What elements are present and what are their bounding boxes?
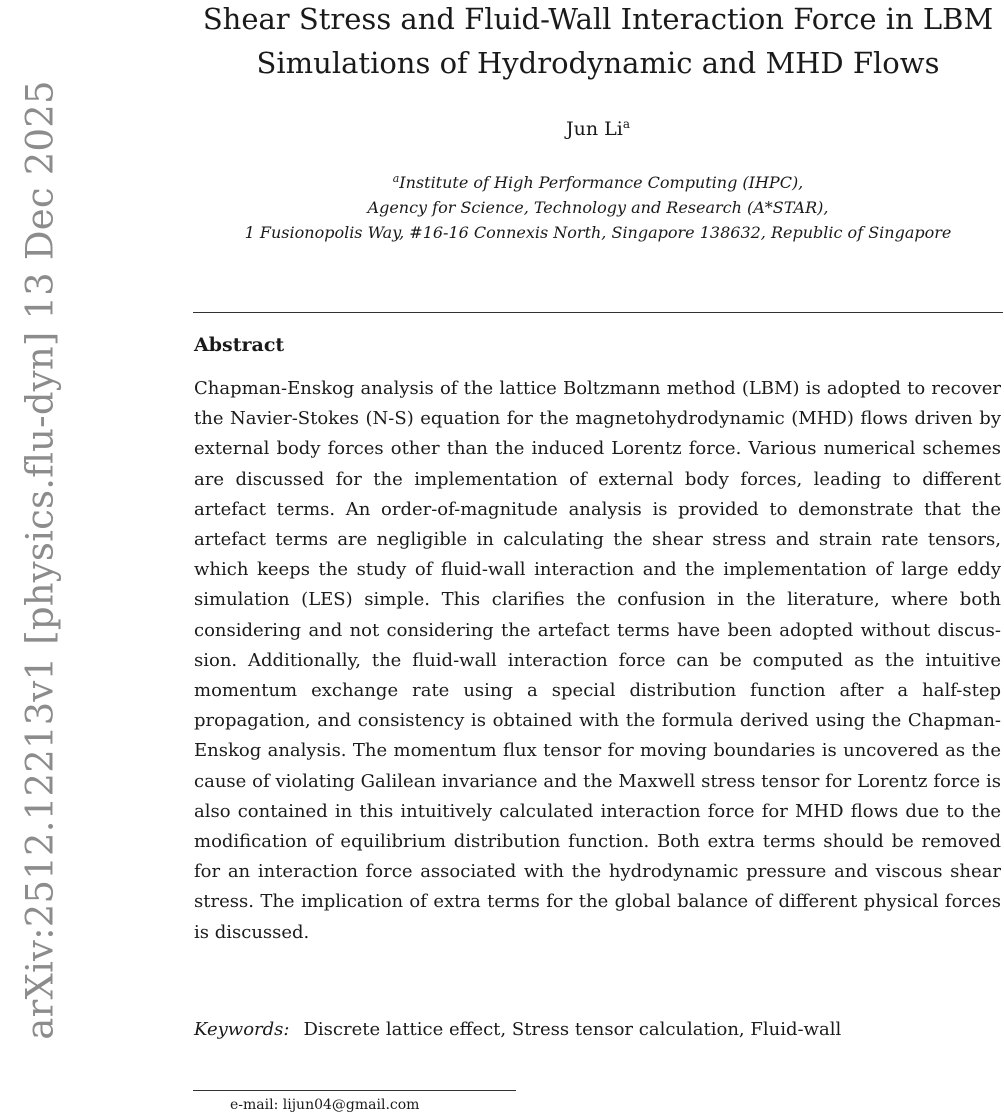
title-line-2: Simulations of Hydrodynamic and MHD Flows <box>256 46 940 80</box>
affiliation-line-1 <box>192 166 1004 195</box>
abstract-top-rule <box>193 312 1003 313</box>
arxiv-identifier-stamp: arXiv:2512.12213v1 [physics.flu-dyn] 13 Dec 2025 <box>18 80 62 1040</box>
author-block <box>192 117 1004 140</box>
abstract-text: Chapman-Enskog analysis of the lattice Boltzmann method (LBM) is adopted to recover the Navier-Stokes (N-S) equation for the magnetohydrodynamic (MHD) flows driven by external body forces other than the induced Lorentz force. Various numerical schemes are discussed for the implementation of external body forces, leading to different artefact terms. An order-of-magnitude analysis is provided to demonstrate that the artefact terms are negligible in calculating the shear stress and strain rate tensors, which keeps the study of fluid-wall interaction and the implementation of large eddy simulation (LES) simple. This clarifies the confusion in the literature, where both considering and not considering the artefact terms have been adopted without discussion. Additionally, the fluid-wall interaction force can be computed as the intuitive momentum exchange rate using a special distribution function after a half-step propagation, and consistency is obtained with the formula derived using the Chapman-Enskog analysis. The momentum flux tensor for moving boundaries is uncovered as the cause of violating Galilean invariance and the Maxwell stress tensor for Lorentz force is also contained in this intuitively calculated interaction force for MHD flows due to the modification of equilibrium distribution function. Both extra terms should be removed for an interaction force associated with the hydrodynamic pressure and viscous shear stress. The implication of extra terms for the global balance of different physical forces is discussed. <box>194 378 1001 943</box>
affiliation-block <box>192 166 1004 245</box>
keywords-value: Discrete lattice effect, Stress tensor calculation, Fluid-wall <box>303 1019 842 1040</box>
paper-title <box>192 0 1004 85</box>
author-name: Jun Li <box>566 118 623 140</box>
footnote-email: e-mail: lijun04@gmail.com <box>230 1097 420 1113</box>
abstract-heading: Abstract <box>194 334 285 356</box>
affiliation-marker: a <box>392 172 400 185</box>
affiliation-line-1-text: Institute of High Performance Computing (IHPC), <box>399 173 804 192</box>
affiliation-line-3: 1 Fusionopolis Way, #16-16 Connexis North, Singapore 138632, Republic of Singapore <box>244 223 952 242</box>
author-affiliation-marker: a <box>622 117 630 131</box>
keywords-label: Keywords: <box>194 1019 290 1040</box>
affiliation-line-2: Agency for Science, Technology and Research (A*STAR), <box>367 198 829 217</box>
keywords-line <box>194 1019 841 1040</box>
title-line-1: Shear Stress and Fluid-Wall Interaction Force in LBM <box>202 2 994 36</box>
footnote-rule <box>193 1090 516 1091</box>
